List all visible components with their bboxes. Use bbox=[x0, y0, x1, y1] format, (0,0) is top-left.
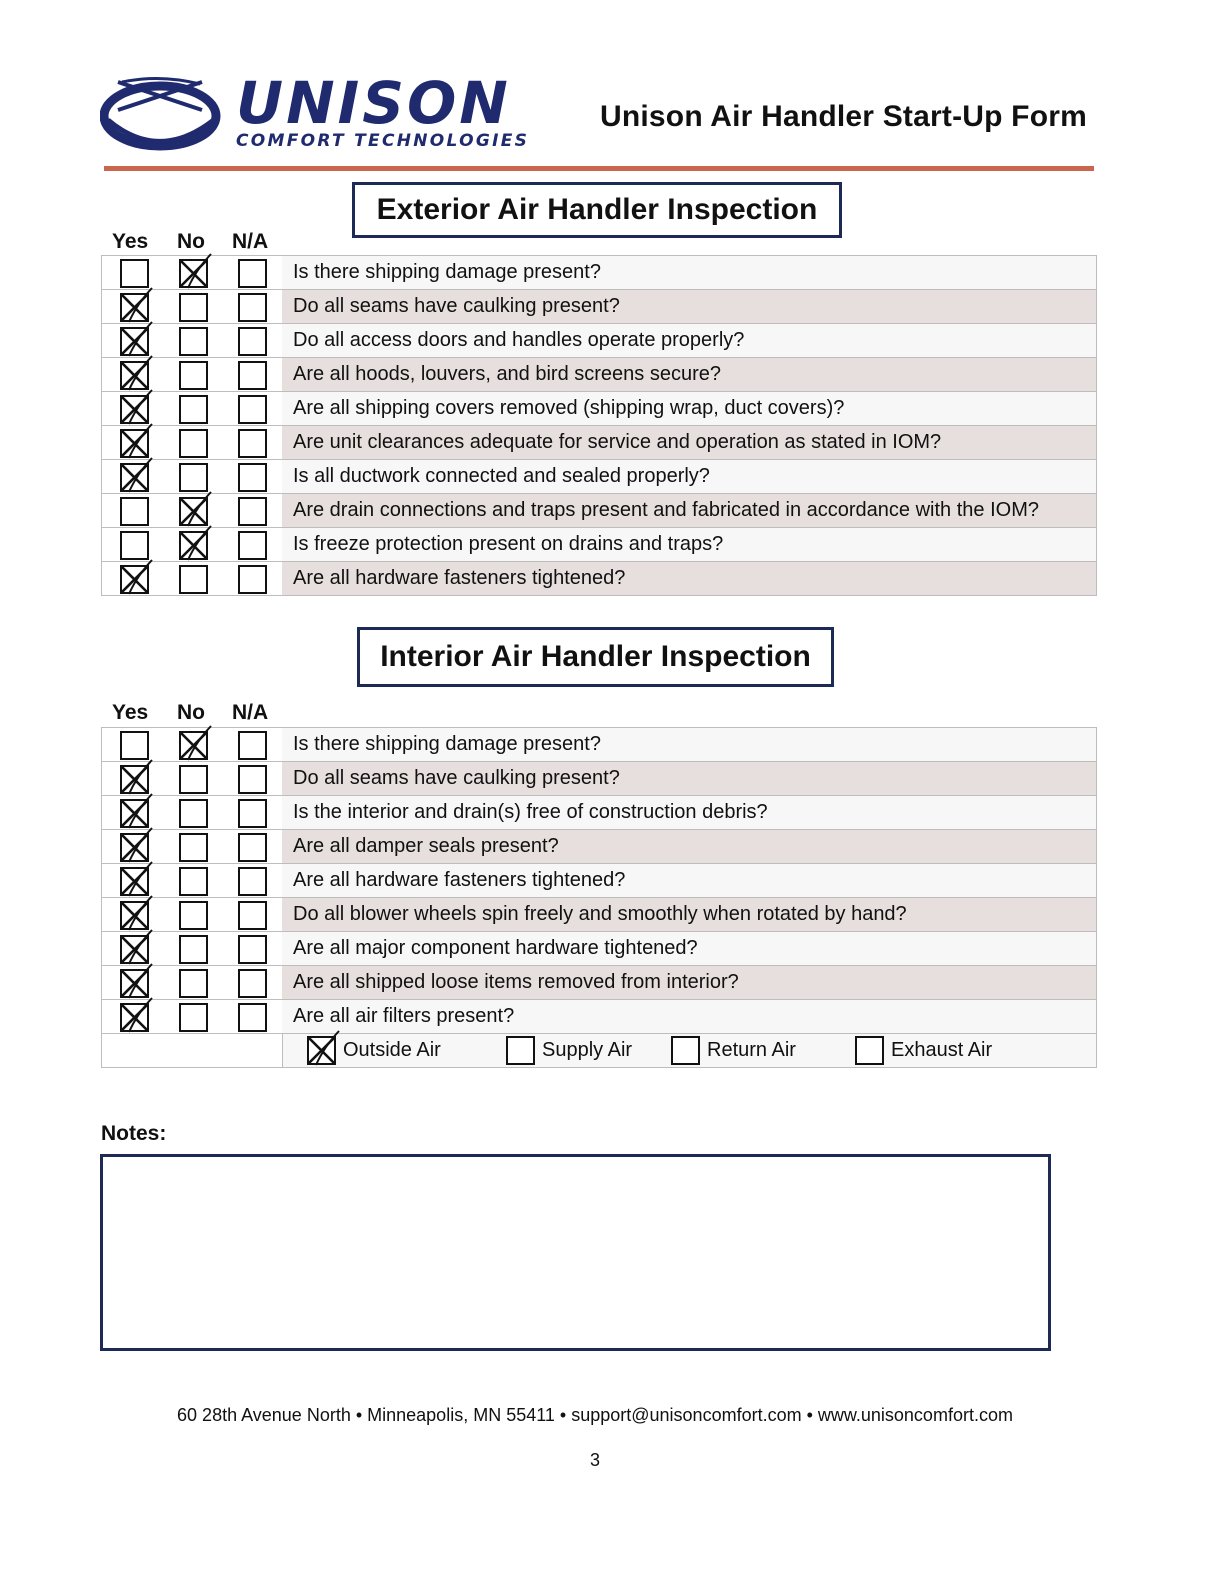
answer-checkboxes bbox=[102, 460, 282, 493]
question-text: Is there shipping damage present? bbox=[282, 728, 1096, 761]
check-mark-icon bbox=[119, 764, 150, 795]
no-checkbox[interactable] bbox=[179, 833, 208, 862]
na-checkbox[interactable] bbox=[238, 867, 267, 896]
na-checkbox[interactable] bbox=[238, 935, 267, 964]
no-checkbox[interactable] bbox=[179, 259, 208, 288]
check-mark-icon bbox=[119, 832, 150, 863]
table-row bbox=[102, 256, 1096, 290]
na-checkbox[interactable] bbox=[238, 429, 267, 458]
question-text: Is there shipping damage present? bbox=[282, 256, 1096, 289]
na-checkbox[interactable] bbox=[238, 901, 267, 930]
no-checkbox[interactable] bbox=[179, 565, 208, 594]
na-checkbox[interactable] bbox=[238, 731, 267, 760]
table-row bbox=[102, 324, 1096, 358]
check-mark-icon bbox=[119, 428, 150, 459]
filter-option-label: Exhaust Air bbox=[891, 1039, 993, 1061]
check-mark-icon bbox=[178, 530, 209, 561]
yes-checkbox[interactable] bbox=[120, 969, 149, 998]
no-checkbox[interactable] bbox=[179, 935, 208, 964]
question-text: Is the interior and drain(s) free of construction debris? bbox=[282, 796, 1096, 829]
check-mark-icon bbox=[178, 258, 209, 289]
check-mark-icon bbox=[178, 496, 209, 527]
question-text: Do all access doors and handles operate properly? bbox=[282, 324, 1096, 357]
yes-checkbox[interactable] bbox=[120, 565, 149, 594]
na-checkbox[interactable] bbox=[238, 497, 267, 526]
exterior-checklist bbox=[101, 255, 1097, 596]
exterior-no-header: No bbox=[177, 230, 205, 253]
page-title: Unison Air Handler Start-Up Form bbox=[600, 100, 1087, 133]
na-checkbox[interactable] bbox=[238, 463, 267, 492]
question-text: Are all major component hardware tightened? bbox=[282, 932, 1096, 965]
na-checkbox[interactable] bbox=[238, 531, 267, 560]
table-row bbox=[102, 460, 1096, 494]
question-text: Is all ductwork connected and sealed properly? bbox=[282, 460, 1096, 493]
interior-no-header: No bbox=[177, 701, 205, 724]
check-mark-icon bbox=[119, 564, 150, 595]
yes-checkbox[interactable] bbox=[120, 731, 149, 760]
no-checkbox[interactable] bbox=[179, 531, 208, 560]
check-mark-icon bbox=[119, 394, 150, 425]
answer-checkboxes bbox=[102, 762, 282, 795]
check-mark-icon bbox=[306, 1035, 337, 1066]
filter-checkbox[interactable] bbox=[671, 1036, 700, 1065]
table-row bbox=[102, 728, 1096, 762]
no-checkbox[interactable] bbox=[179, 395, 208, 424]
filter-checkbox[interactable] bbox=[307, 1036, 336, 1065]
interior-checklist bbox=[101, 727, 1097, 1068]
yes-checkbox[interactable] bbox=[120, 935, 149, 964]
na-checkbox[interactable] bbox=[238, 969, 267, 998]
table-row bbox=[102, 762, 1096, 796]
question-text: Are drain connections and traps present and fabricated in accordance with the IOM? bbox=[282, 494, 1096, 527]
answer-checkboxes bbox=[102, 528, 282, 561]
question-text: Are all hardware fasteners tightened? bbox=[282, 562, 1096, 595]
unison-logo bbox=[100, 69, 540, 157]
table-row bbox=[102, 1000, 1096, 1034]
answer-checkboxes bbox=[102, 864, 282, 897]
yes-checkbox[interactable] bbox=[120, 293, 149, 322]
answer-checkboxes bbox=[102, 796, 282, 829]
na-checkbox[interactable] bbox=[238, 293, 267, 322]
no-checkbox[interactable] bbox=[179, 429, 208, 458]
table-row bbox=[102, 358, 1096, 392]
no-checkbox[interactable] bbox=[179, 799, 208, 828]
question-text: Is freeze protection present on drains and traps? bbox=[282, 528, 1096, 561]
yes-checkbox[interactable] bbox=[120, 867, 149, 896]
no-checkbox[interactable] bbox=[179, 765, 208, 794]
yes-checkbox[interactable] bbox=[120, 361, 149, 390]
yes-checkbox[interactable] bbox=[120, 463, 149, 492]
yes-checkbox[interactable] bbox=[120, 259, 149, 288]
na-checkbox[interactable] bbox=[238, 1003, 267, 1032]
question-text: Are all shipped loose items removed from interior? bbox=[282, 966, 1096, 999]
na-checkbox[interactable] bbox=[238, 799, 267, 828]
filter-checkbox[interactable] bbox=[506, 1036, 535, 1065]
table-row bbox=[102, 830, 1096, 864]
answer-checkboxes bbox=[102, 324, 282, 357]
yes-checkbox[interactable] bbox=[120, 327, 149, 356]
yes-checkbox[interactable] bbox=[120, 901, 149, 930]
answer-checkboxes bbox=[102, 932, 282, 965]
check-mark-icon bbox=[119, 462, 150, 493]
question-text: Are all hardware fasteners tightened? bbox=[282, 864, 1096, 897]
na-checkbox[interactable] bbox=[238, 395, 267, 424]
table-row bbox=[102, 562, 1096, 596]
na-checkbox[interactable] bbox=[238, 565, 267, 594]
check-mark-icon bbox=[119, 900, 150, 931]
question-text: Are all damper seals present? bbox=[282, 830, 1096, 863]
yes-checkbox[interactable] bbox=[120, 497, 149, 526]
answer-checkboxes bbox=[102, 728, 282, 761]
check-mark-icon bbox=[119, 326, 150, 357]
filter-row-spacer bbox=[102, 1034, 282, 1067]
interior-na-header: N/A bbox=[232, 701, 269, 724]
no-checkbox[interactable] bbox=[179, 463, 208, 492]
question-text: Are all hoods, louvers, and bird screens secure? bbox=[282, 358, 1096, 391]
answer-checkboxes bbox=[102, 898, 282, 931]
answer-checkboxes bbox=[102, 392, 282, 425]
filter-checkbox[interactable] bbox=[855, 1036, 884, 1065]
table-row bbox=[102, 898, 1096, 932]
answer-checkboxes bbox=[102, 494, 282, 527]
exterior-yes-header: Yes bbox=[112, 230, 149, 253]
table-row bbox=[102, 932, 1096, 966]
footer-contact: 60 28th Avenue North • Minneapolis, MN 55411 • support@unisoncomfort.com • www.unisoncomfort.com bbox=[177, 1405, 1013, 1425]
na-checkbox[interactable] bbox=[238, 361, 267, 390]
yes-checkbox[interactable] bbox=[120, 765, 149, 794]
answer-checkboxes bbox=[102, 966, 282, 999]
no-checkbox[interactable] bbox=[179, 497, 208, 526]
interior-yes-header: Yes bbox=[112, 701, 149, 724]
na-checkbox[interactable] bbox=[238, 833, 267, 862]
brand-tagline: COMFORT TECHNOLOGIES bbox=[236, 131, 530, 151]
exterior-na-header: N/A bbox=[232, 230, 269, 253]
question-text: Are all air filters present? bbox=[282, 1000, 1096, 1033]
check-mark-icon bbox=[119, 968, 150, 999]
table-row bbox=[102, 528, 1096, 562]
no-checkbox[interactable] bbox=[179, 361, 208, 390]
check-mark-icon bbox=[119, 292, 150, 323]
no-checkbox[interactable] bbox=[179, 327, 208, 356]
yes-checkbox[interactable] bbox=[120, 395, 149, 424]
no-checkbox[interactable] bbox=[179, 1003, 208, 1032]
filter-options bbox=[282, 1034, 1096, 1067]
logo-emblem-icon bbox=[100, 72, 230, 157]
yes-checkbox[interactable] bbox=[120, 799, 149, 828]
yes-checkbox[interactable] bbox=[120, 429, 149, 458]
yes-checkbox[interactable] bbox=[120, 1003, 149, 1032]
filter-option-label: Return Air bbox=[707, 1039, 796, 1061]
check-mark-icon bbox=[119, 798, 150, 829]
filter-type-row bbox=[102, 1034, 1096, 1068]
notes-label: Notes: bbox=[101, 1122, 167, 1145]
answer-checkboxes bbox=[102, 256, 282, 289]
check-mark-icon bbox=[178, 730, 209, 761]
na-checkbox[interactable] bbox=[238, 765, 267, 794]
check-mark-icon bbox=[119, 1002, 150, 1033]
table-row bbox=[102, 426, 1096, 460]
answer-checkboxes bbox=[102, 830, 282, 863]
filter-option-label: Outside Air bbox=[343, 1039, 441, 1061]
table-row bbox=[102, 392, 1096, 426]
yes-checkbox[interactable] bbox=[120, 833, 149, 862]
table-row bbox=[102, 864, 1096, 898]
notes-field[interactable] bbox=[100, 1154, 1051, 1351]
no-checkbox[interactable] bbox=[179, 293, 208, 322]
table-row bbox=[102, 966, 1096, 1000]
no-checkbox[interactable] bbox=[179, 969, 208, 998]
answer-checkboxes bbox=[102, 358, 282, 391]
filter-option-label: Supply Air bbox=[542, 1039, 633, 1061]
no-checkbox[interactable] bbox=[179, 901, 208, 930]
check-mark-icon bbox=[119, 934, 150, 965]
no-checkbox[interactable] bbox=[179, 731, 208, 760]
na-checkbox[interactable] bbox=[238, 327, 267, 356]
table-row bbox=[102, 494, 1096, 528]
question-text: Do all blower wheels spin freely and smoothly when rotated by hand? bbox=[282, 898, 1096, 931]
check-mark-icon bbox=[119, 360, 150, 391]
exterior-section-title: Exterior Air Handler Inspection bbox=[352, 182, 842, 238]
yes-checkbox[interactable] bbox=[120, 531, 149, 560]
answer-checkboxes bbox=[102, 290, 282, 323]
question-text: Do all seams have caulking present? bbox=[282, 762, 1096, 795]
table-row bbox=[102, 290, 1096, 324]
answer-checkboxes bbox=[102, 426, 282, 459]
brand-name: UNISON bbox=[236, 69, 511, 137]
question-text: Are unit clearances adequate for service and operation as stated in IOM? bbox=[282, 426, 1096, 459]
check-mark-icon bbox=[119, 866, 150, 897]
table-row bbox=[102, 796, 1096, 830]
interior-section-title: Interior Air Handler Inspection bbox=[357, 627, 834, 687]
page-number: 3 bbox=[589, 1450, 600, 1470]
header-divider bbox=[104, 166, 1094, 171]
answer-checkboxes bbox=[102, 562, 282, 595]
question-text: Do all seams have caulking present? bbox=[282, 290, 1096, 323]
question-text: Are all shipping covers removed (shipping wrap, duct covers)? bbox=[282, 392, 1096, 425]
answer-checkboxes bbox=[102, 1000, 282, 1033]
no-checkbox[interactable] bbox=[179, 867, 208, 896]
na-checkbox[interactable] bbox=[238, 259, 267, 288]
